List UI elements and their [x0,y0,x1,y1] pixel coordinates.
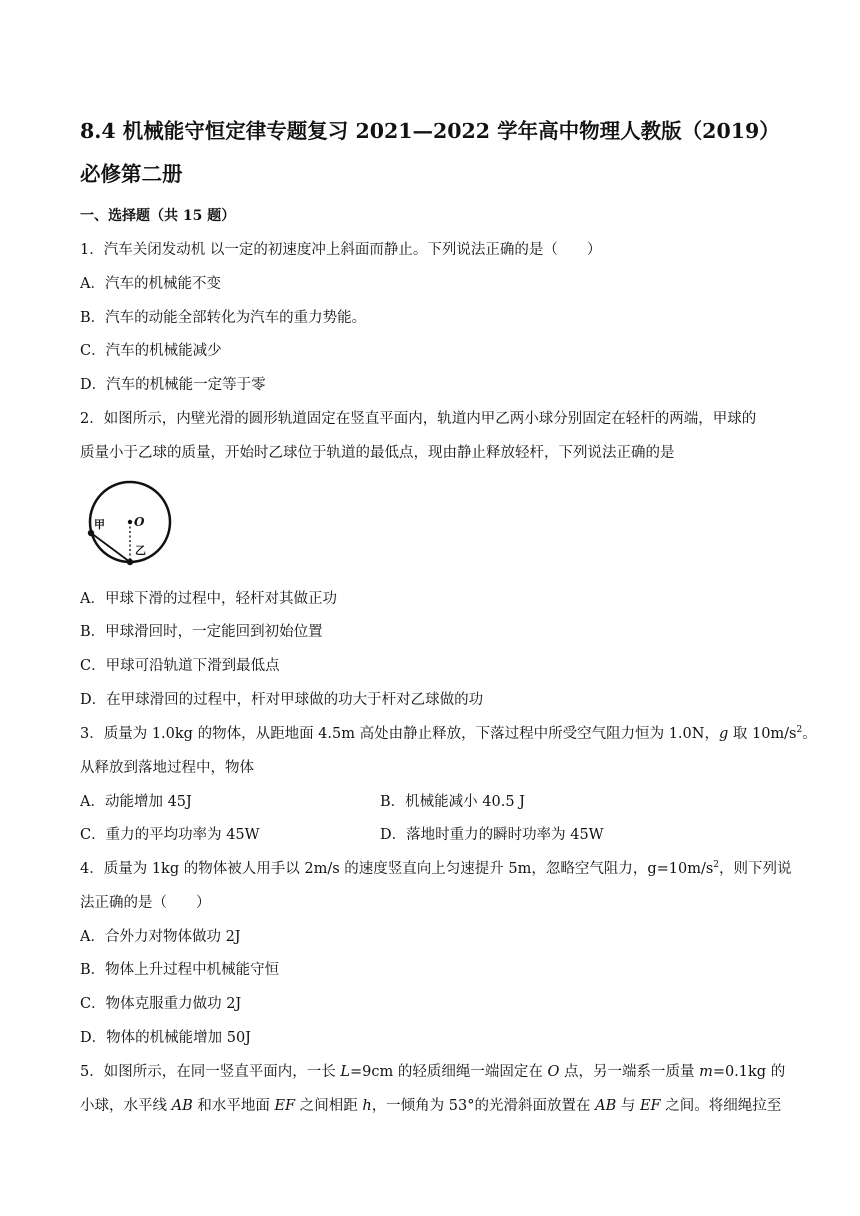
q3-stem-end: 。 [802,726,817,742]
document-title-line-1: 8.4 机械能守恒定律专题复习 2021—2022 学年高中物理人教版（2019） [80,119,780,143]
q5-text: 与 [616,1098,640,1114]
q1-option-a: A．汽车的机械能不变 [80,276,221,292]
q3-option-a: A．动能增加 45J [80,794,192,810]
q4-stem-text: 4．质量为 1kg 的物体被人用手以 2m/s 的速度竖直向上匀速提升 5m，忽略空气阻力，g=10m/s [80,861,714,877]
q3-stem-line-2: 从释放到落地过程中，物体 [80,760,254,776]
q5-symbol-ab: AB [595,1098,617,1114]
q5-symbol-h: h [362,1098,372,1114]
center-point [128,520,132,524]
q1-option-c: C．汽车的机械能减少 [80,343,222,359]
q4-option-b: B．物体上升过程中机械能守恒 [80,962,280,978]
q5-text: 5．如图所示，在同一竖直平面内，一长 [80,1064,341,1080]
q5-text: 和水平地面 [192,1098,275,1114]
q2-option-b: B．甲球滑回时，一定能回到初始位置 [80,624,323,640]
section-heading: 一、选择题（共 15 题） [80,208,236,224]
q5-symbol-l: L [340,1064,350,1080]
q4-superscript: 2 [713,860,720,871]
q4-stem-line-1 [80,857,792,878]
q1-option-d: D．汽车的机械能一定等于零 [80,377,266,393]
q3-option-b: B．机械能减小 40.5 J [380,794,525,810]
q2-stem-line-1: 2．如图所示，内壁光滑的圆形轨道固定在竖直平面内，轨道内甲乙两小球分别固定在轻杆的两端，甲球的 [80,411,757,427]
q5-text: =9cm 的轻质细绳一端固定在 [349,1064,548,1080]
q5-text: ，一倾角为 53°的光滑斜面放置在 [371,1098,596,1114]
q5-symbol-ef: EF [639,1098,661,1114]
q5-symbol-o: O [547,1064,560,1080]
q5-text: 之间。将细绳拉至 [660,1098,782,1114]
q2-option-d: D．在甲球滑回的过程中，杆对甲球做的功大于杆对乙球做的功 [80,692,484,708]
ball-yi [127,559,133,565]
document-title-line-2: 必修第二册 [80,162,183,186]
q5-text: 之间相距 [295,1098,363,1114]
q5-text: 点，另一端系一质量 [559,1064,700,1080]
q1-stem: 1．汽车关闭发动机 以一定的初速度冲上斜面而静止。下列说法正确的是（ ） [80,242,602,258]
q3-symbol-g: g [718,726,729,742]
label-o: O [134,515,145,529]
q5-symbol-m: m [699,1064,713,1080]
q5-stem-line-1 [80,1060,785,1081]
label-yi: 乙 [135,544,146,557]
q5-stem-line-2 [80,1094,781,1115]
q4-stem-line-2: 法正确的是（ ） [80,895,211,911]
q3-stem-line-1 [80,722,817,743]
q5-symbol-ef: EF [274,1098,296,1114]
q3-option-c: C．重力的平均功率为 45W [80,827,260,843]
q4-option-a: A．合外力对物体做功 2J [80,929,241,945]
q5-text: =0.1kg 的 [712,1064,786,1080]
q3-stem-text: 3．质量为 1.0kg 的物体，从距地面 4.5m 高处由静止释放，下落过程中所受空气阻力恒为 1.0N， [80,726,719,742]
q2-option-c: C．甲球可沿轨道下滑到最低点 [80,658,280,674]
label-jia: 甲 [94,518,105,531]
q5-text: 小球，水平线 [80,1098,172,1114]
q3-option-d: D．落地时重力的瞬时功率为 45W [380,827,604,843]
q3-superscript: 2 [796,725,803,736]
q5-symbol-ab: AB [171,1098,193,1114]
q4-option-c: C．物体克服重力做功 2J [80,996,242,1012]
q3-stem-text-2: 取 10m/s [728,726,797,742]
q4-stem-text-2: ，则下列说 [719,861,792,877]
q2-stem-line-2: 质量小于乙球的质量，开始时乙球位于轨道的最低点，现由静止释放轻杆，下列说法正确的是 [80,445,675,461]
q2-option-a: A．甲球下滑的过程中，轻杆对其做正功 [80,591,337,607]
q4-option-d: D．物体的机械能增加 50J [80,1030,251,1046]
q1-option-b: B．汽车的动能全部转化为汽车的重力势能。 [80,310,367,326]
q2-circular-track-figure [82,480,178,570]
